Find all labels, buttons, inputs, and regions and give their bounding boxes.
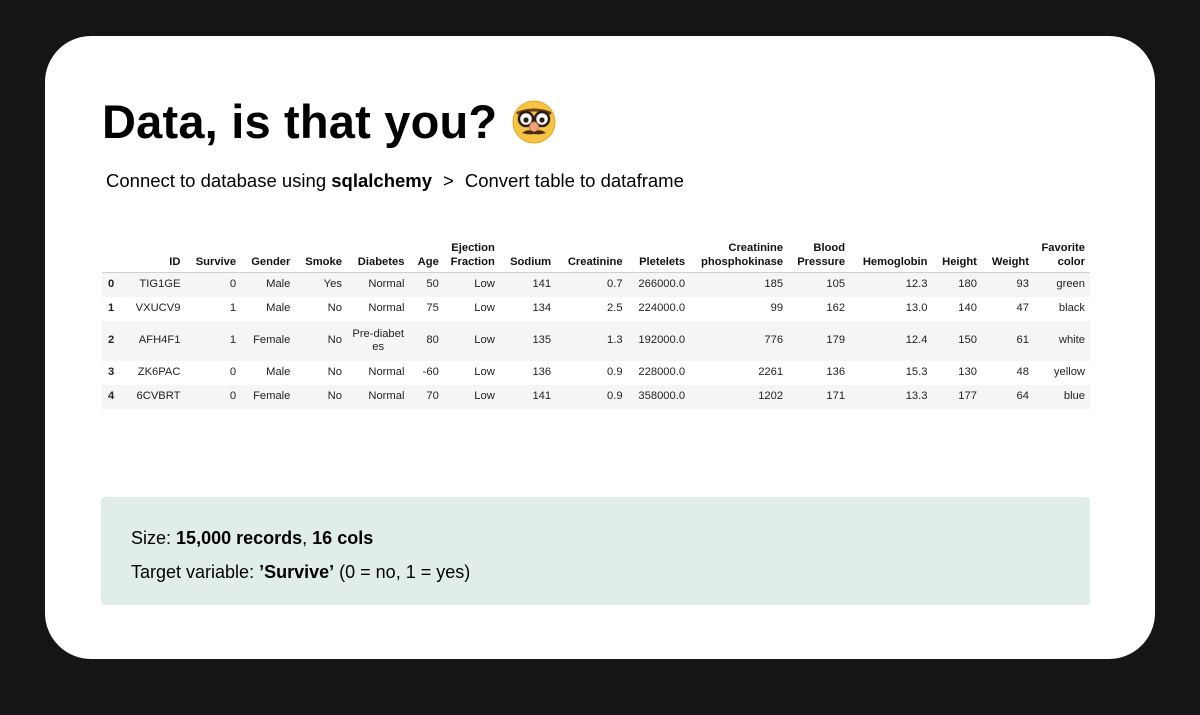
column-header-index xyxy=(102,236,125,273)
table-cell: green xyxy=(1034,273,1090,298)
table-cell: 48 xyxy=(1016,366,1029,379)
row-index: 2 xyxy=(102,321,125,361)
table-cell: Female xyxy=(241,321,295,361)
table-cell: 140 xyxy=(958,302,977,315)
table-cell: yellow xyxy=(1053,366,1085,379)
table-cell: 12.3 xyxy=(850,273,932,298)
target-variable-note: (0 = no, 1 = yes) xyxy=(339,562,471,582)
row-index: 4 xyxy=(102,385,125,409)
table-cell: VXUCV9 xyxy=(135,302,181,315)
table-cell: 141 xyxy=(500,385,556,409)
table-cell: 0 xyxy=(229,366,237,379)
table-cell: 13.0 xyxy=(905,302,928,315)
table-cell: 266000.0 xyxy=(628,273,691,298)
table-cell: black xyxy=(1058,302,1085,315)
target-variable-line: Target variable: ’Survive’ (0 = no, 1 = yes) xyxy=(131,562,471,582)
table-cell: Low xyxy=(474,302,495,315)
table-cell: No xyxy=(327,366,342,379)
table-cell: Low xyxy=(474,366,495,379)
breadcrumb-library: sqlalchemy xyxy=(331,170,433,191)
column-header: Creatinine xyxy=(556,236,627,273)
slide-card xyxy=(45,36,1155,659)
table-cell: 162 xyxy=(826,302,846,315)
column-header: ID xyxy=(125,236,185,273)
column-header: Sodium xyxy=(500,236,556,273)
page-title: Data, is that you? xyxy=(102,95,498,148)
column-header: Height xyxy=(932,236,981,273)
table-cell: white xyxy=(1034,321,1090,361)
table-cell: 0 xyxy=(185,273,241,298)
table-cell: -60 xyxy=(422,366,439,379)
table-cell: 1 xyxy=(229,302,237,315)
table-cell: 64 xyxy=(982,385,1034,409)
table-row xyxy=(102,297,1090,321)
table-header-row xyxy=(102,236,1090,273)
table-cell: 136 xyxy=(532,366,552,379)
table-cell: 776 xyxy=(690,321,788,361)
table-cell: 1202 xyxy=(690,385,788,409)
dataset-info-box xyxy=(101,497,1090,605)
table-cell: Low xyxy=(444,385,500,409)
row-index: 1 xyxy=(108,302,115,315)
column-header: Gender xyxy=(241,236,295,273)
column-header: Creatinine phosphokinase xyxy=(690,236,788,273)
table-cell: 0.7 xyxy=(556,273,627,298)
table-cell: blue xyxy=(1034,385,1090,409)
table-cell: Female xyxy=(241,385,295,409)
table-cell: 177 xyxy=(932,385,981,409)
column-header: Weight xyxy=(982,236,1034,273)
dataset-records: 15,000 records xyxy=(176,528,303,548)
table-cell: 224000.0 xyxy=(638,302,686,315)
table-cell: 134 xyxy=(532,302,552,315)
column-header: Blood Pressure xyxy=(788,236,850,273)
table-cell: 80 xyxy=(409,321,443,361)
table-cell: 0.9 xyxy=(556,385,627,409)
table-cell: 135 xyxy=(500,321,556,361)
dataset-cols: 16 cols xyxy=(312,528,374,548)
table-cell: 136 xyxy=(826,366,846,379)
target-variable-name: ’Survive’ xyxy=(259,562,335,582)
row-index: 0 xyxy=(102,273,125,298)
breadcrumb-step-convert: Convert table to dataframe xyxy=(464,170,684,191)
table-row xyxy=(102,321,1090,361)
column-header: Hemoglobin xyxy=(850,236,932,273)
table-cell: 61 xyxy=(982,321,1034,361)
table-cell: 130 xyxy=(958,366,977,379)
table-cell: 70 xyxy=(409,385,443,409)
column-header: Age xyxy=(409,236,443,273)
column-header: Pletelets xyxy=(628,236,691,273)
table-cell: 2.5 xyxy=(606,302,623,315)
table-row xyxy=(102,273,1090,298)
table-cell: No xyxy=(327,302,342,315)
table-cell: 105 xyxy=(788,273,850,298)
dataset-size-line: Size: 15,000 records, 16 cols xyxy=(131,528,374,548)
table-body xyxy=(102,273,1090,410)
table-cell: Normal xyxy=(347,273,410,298)
table-row xyxy=(102,361,1090,385)
table-cell: Yes xyxy=(295,273,347,298)
table-cell: AFH4F1 xyxy=(125,321,185,361)
column-header: Favorite color xyxy=(1034,236,1090,273)
table-cell: Low xyxy=(444,273,500,298)
table-cell: Male xyxy=(266,302,291,315)
breadcrumb-step-connect: Connect to database using sqlalchemy xyxy=(106,170,433,191)
table-cell: 75 xyxy=(426,302,439,315)
table-cell: 99 xyxy=(770,302,784,315)
column-header: Ejection Fraction xyxy=(444,236,500,273)
table-cell: Normal xyxy=(347,385,410,409)
table-cell: Normal xyxy=(368,366,405,379)
table-cell: Pre-diabetes xyxy=(347,321,410,361)
table-cell: 1.3 xyxy=(556,321,627,361)
table-cell: 0 xyxy=(185,385,241,409)
table-cell: No xyxy=(295,321,347,361)
table-cell: 93 xyxy=(982,273,1034,298)
table-row xyxy=(102,385,1090,409)
column-header: Survive xyxy=(185,236,241,273)
table-cell: 13.3 xyxy=(850,385,932,409)
table-cell: ZK6PAC xyxy=(137,366,181,379)
table-cell: 171 xyxy=(788,385,850,409)
table-cell: 0.9 xyxy=(606,366,623,379)
table-cell: 150 xyxy=(932,321,981,361)
table-cell: 228000.0 xyxy=(638,366,686,379)
table-cell: Low xyxy=(444,321,500,361)
breadcrumb xyxy=(106,170,684,192)
dataframe-table-wrap xyxy=(102,236,1090,409)
table-cell: 185 xyxy=(690,273,788,298)
table-cell: 192000.0 xyxy=(628,321,691,361)
table-cell: 179 xyxy=(788,321,850,361)
table-cell: TIG1GE xyxy=(125,273,185,298)
table-cell: 47 xyxy=(1016,302,1029,315)
table-cell: Male xyxy=(266,366,291,379)
row-index: 3 xyxy=(108,366,115,379)
table-cell: 358000.0 xyxy=(628,385,691,409)
table-cell: 6CVBRT xyxy=(125,385,185,409)
table-cell: Male xyxy=(241,273,295,298)
table-cell: Normal xyxy=(368,302,405,315)
disguised-face-icon xyxy=(511,99,557,145)
table-cell: 180 xyxy=(932,273,981,298)
table-cell: 15.3 xyxy=(905,366,928,379)
dataframe-table xyxy=(102,236,1090,409)
table-cell: 12.4 xyxy=(850,321,932,361)
table-cell: 1 xyxy=(185,321,241,361)
table-cell: No xyxy=(295,385,347,409)
table-cell: 2261 xyxy=(758,366,784,379)
title-row xyxy=(102,95,557,148)
column-header: Smoke xyxy=(295,236,347,273)
table-cell: 141 xyxy=(500,273,556,298)
table-cell: 50 xyxy=(409,273,443,298)
breadcrumb-separator: > xyxy=(443,170,454,191)
column-header: Diabetes xyxy=(347,236,410,273)
